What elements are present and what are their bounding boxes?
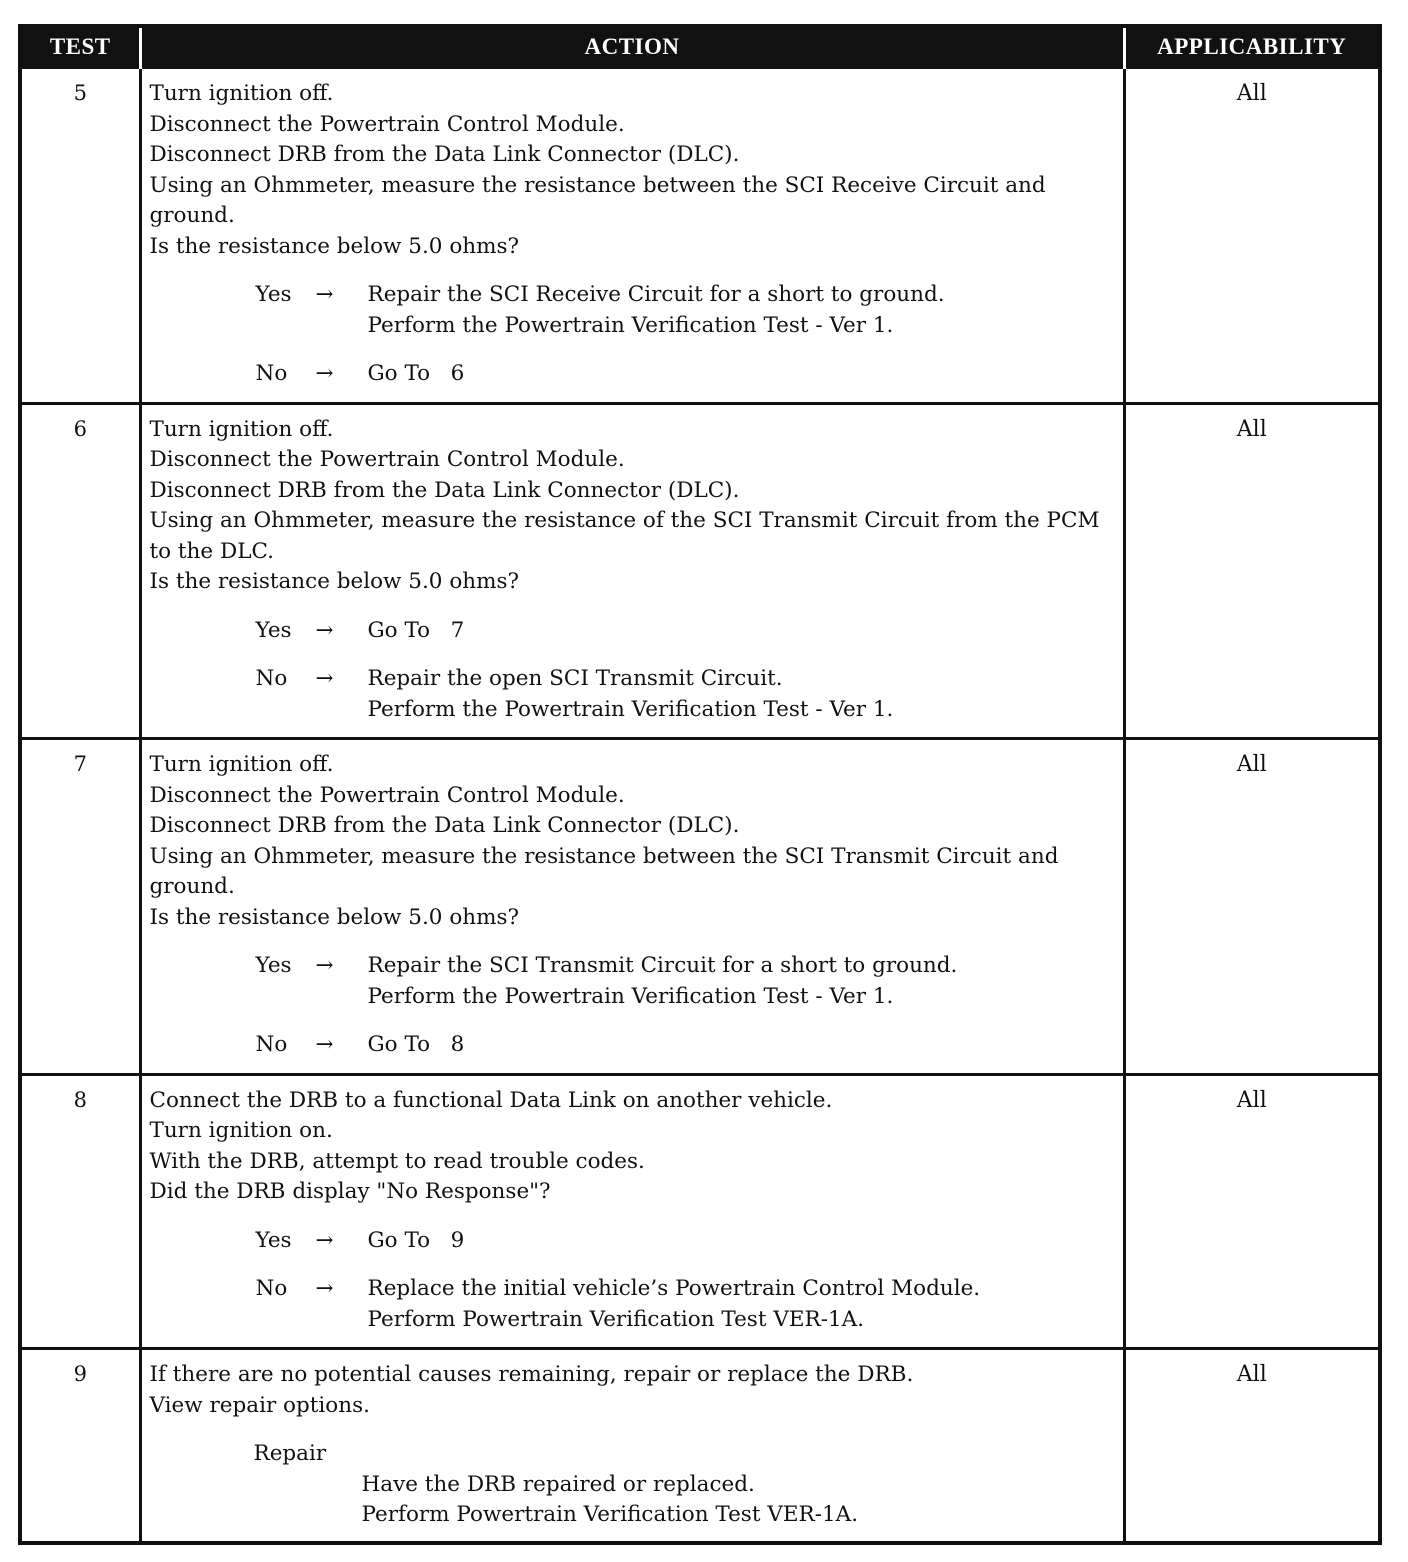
action-step: Disconnect the Powertrain Control Module. [149,447,625,472]
repair-line: Perform Powertrain Verification Test VER-1A. [361,1502,859,1527]
action-step: Using an Ohmmeter, measure the resistance between the SCI Receive Circuit and ground. [149,172,1046,228]
repair-line: Have the DRB repaired or replaced. [361,1471,755,1497]
outcome-result-line: Perform the Powertrain Verification Test - Ver 1. [367,983,894,1009]
outcome-label: Yes [255,1227,292,1253]
action-step: Disconnect DRB from the Data Link Connector (DLC). [149,813,740,838]
applicability-value: All [1124,403,1380,739]
outcome-yes [150,951,1115,1012]
header-action: ACTION [140,26,1124,68]
outcome-label: No [255,1276,288,1301]
outcome-result-line: Perform Powertrain Verification Test VER-1A. [367,1306,865,1332]
table-body [20,68,1380,1543]
applicability-value: All [1124,739,1380,1075]
table-row [20,1074,1380,1349]
diagnostic-test-table [18,24,1382,1545]
outcome-yes [150,616,1115,647]
arrow-right-icon: → [315,953,334,978]
outcome-result-line: Go To 9 [367,1227,465,1253]
outcome-no [150,1030,1115,1061]
action-step: Turn ignition off. [149,81,334,106]
outcome-list [150,1226,1115,1336]
table-row [20,68,1380,404]
action-step: Connect the DRB to a functional Data Link on another vehicle. [149,1087,833,1113]
action-step: With the DRB, attempt to read trouble codes. [149,1148,645,1174]
table-row [20,403,1380,739]
action-step: Is the resistance below 5.0 ohms? [149,904,520,930]
applicability-value: All [1124,1074,1380,1349]
outcome-yes [150,1226,1115,1257]
arrow-right-icon: → [315,282,334,307]
outcome-no [150,359,1115,390]
arrow-right-icon: → [315,1227,334,1253]
arrow-right-icon: → [315,1032,334,1057]
table-row [20,1349,1380,1543]
action-step: View repair options. [149,1392,370,1418]
outcome-result-line: Repair the SCI Receive Circuit for a short to ground. [367,282,945,307]
repair-title: Repair [253,1441,327,1466]
action-step: Disconnect DRB from the Data Link Connector (DLC). [149,142,740,167]
action-step: Is the resistance below 5.0 ohms? [149,233,520,259]
outcome-result [368,1274,1115,1335]
arrow-right-icon: → [315,1276,334,1301]
outcome-result-line: Go To 8 [367,1032,465,1057]
action-step: Disconnect DRB from the Data Link Connector (DLC). [149,477,740,503]
action-step: Is the resistance below 5.0 ohms? [149,569,520,594]
header-test: TEST [20,26,140,68]
outcome-label: No [255,1032,288,1057]
outcome-label: No [255,361,288,386]
action-cell [140,1349,1124,1543]
arrow-right-icon: → [315,617,334,643]
outcome-no [150,1274,1115,1335]
outcome-label: Yes [255,953,292,978]
test-number: 7 [20,739,140,1075]
action-cell [140,739,1124,1075]
outcome-list [150,280,1115,390]
outcome-result-line: Go To 7 [367,617,465,643]
test-number: 6 [20,403,140,739]
outcome-result-line: Go To 6 [367,361,465,386]
outcome-result [368,1226,1115,1257]
action-cell [140,1074,1124,1349]
test-number: 8 [20,1074,140,1349]
outcome-result [368,359,1115,390]
outcome-label: Yes [255,617,292,643]
arrow-right-icon: → [315,666,334,691]
outcome-label: Yes [255,282,292,307]
outcome-label: No [255,666,288,691]
table-row [20,739,1380,1075]
action-step: Using an Ohmmeter, measure the resistance between the SCI Transmit Circuit and ground. [149,843,1059,899]
action-step: Turn ignition off. [149,752,334,777]
outcome-result [368,616,1115,647]
arrow-right-icon: → [315,361,334,386]
outcome-result [368,1030,1115,1061]
outcome-no [150,664,1115,725]
action-step: Turn ignition on. [149,1118,333,1143]
outcome-result [368,951,1115,1012]
outcome-result [368,280,1115,341]
test-number: 5 [20,68,140,404]
action-step: Disconnect the Powertrain Control Module. [149,111,625,137]
outcome-list [150,616,1115,726]
applicability-value: All [1124,1349,1380,1543]
repair-lines [362,1470,1115,1531]
action-cell [140,403,1124,739]
outcome-result-line: Perform the Powertrain Verification Test - Ver 1. [367,696,894,722]
outcome-result-line: Repair the SCI Transmit Circuit for a short to ground. [367,953,958,978]
action-step: If there are no potential causes remaining, repair or replace the DRB. [149,1362,914,1387]
outcome-result-line: Perform the Powertrain Verification Test - Ver 1. [367,312,894,338]
header-applicability: APPLICABILITY [1124,26,1380,68]
action-step: Turn ignition off. [149,416,334,442]
outcome-list [150,951,1115,1061]
test-number: 9 [20,1349,140,1543]
action-cell [140,68,1124,404]
outcome-result-line: Replace the initial vehicle’s Powertrain Control Module. [367,1276,981,1301]
applicability-value: All [1124,68,1380,404]
outcome-yes [150,280,1115,341]
repair-options [150,1439,1115,1531]
action-step: Disconnect the Powertrain Control Module. [149,782,625,808]
table-header [20,26,1380,68]
action-step: Using an Ohmmeter, measure the resistance of the SCI Transmit Circuit from the PCM to the DLC. [149,508,1100,564]
outcome-result [368,664,1115,725]
outcome-result-line: Repair the open SCI Transmit Circuit. [367,666,783,691]
action-step: Did the DRB display "No Response"? [149,1179,551,1204]
